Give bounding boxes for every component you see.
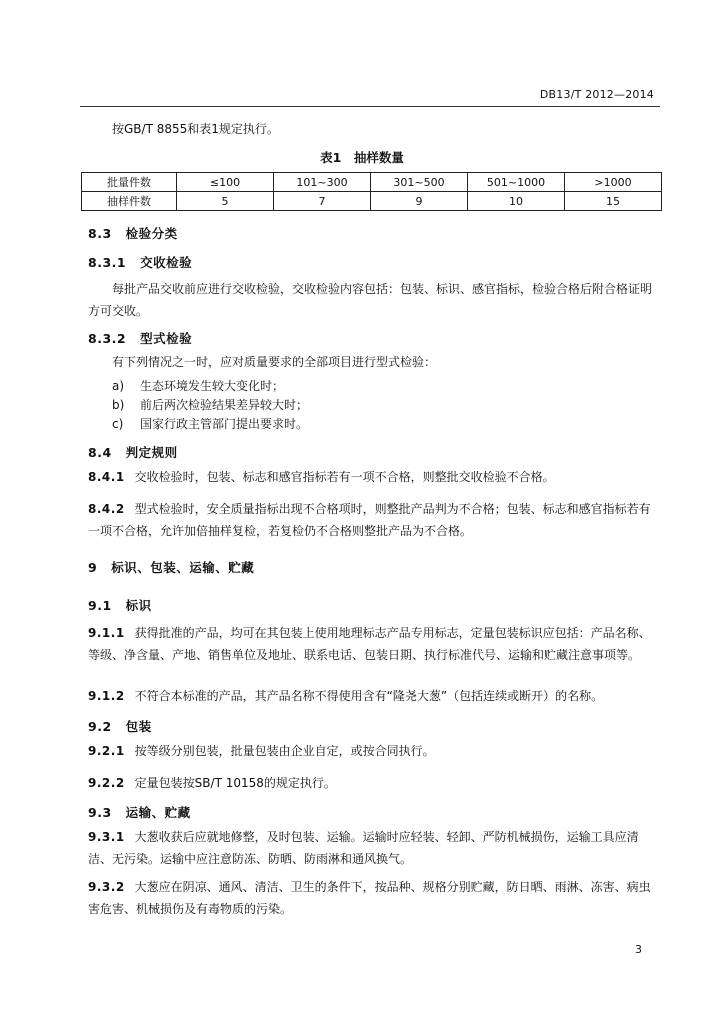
heading-8-4	[88, 443, 178, 461]
clause-9-1-2	[88, 685, 660, 707]
table-cell: 抽样件数	[82, 192, 177, 211]
heading-title: 标识	[125, 598, 152, 613]
heading-number: 8.3.1	[88, 255, 127, 270]
page-number: 3	[635, 943, 642, 956]
header-rule	[80, 106, 660, 107]
table-cell: >1000	[565, 173, 662, 192]
clause-text: 定量包装按SB/T 10158的规定执行。	[134, 776, 336, 790]
clause-9-3-2	[88, 876, 660, 920]
list-item	[112, 415, 308, 432]
clause-9-2-1	[88, 740, 660, 762]
table-caption: 表1 抽样数量	[320, 150, 404, 165]
list-label: c)	[112, 417, 124, 431]
clause-9-3-1	[88, 826, 660, 870]
table-cell: 9	[371, 192, 468, 211]
clause-text: 大葱应在阴凉、通风、清洁、卫生的条件下，按品种、规格分别贮藏，防日晒、雨淋、冻害、病虫害危害、机械损伤及有毒物质的污染。	[88, 880, 651, 916]
list-item	[112, 396, 308, 413]
table-row	[82, 192, 662, 211]
clause-text: 不符合本标准的产品，其产品名称不得使用含有“隆尧大葱”（包括连续或断开）的名称。	[134, 689, 604, 703]
clause-number: 9.3.1	[88, 830, 125, 844]
clause-text: 交收检验时，包装、标志和感官指标若有一项不合格，则整批交收检验不合格。	[134, 470, 555, 484]
heading-title: 判定规则	[125, 445, 178, 460]
sampling-table	[81, 172, 662, 211]
heading-number: 8.3.2	[88, 331, 127, 346]
table-row	[82, 173, 662, 192]
heading-8-3	[88, 224, 178, 242]
clause-number: 9.3.2	[88, 880, 125, 894]
heading-number: 9.3	[88, 805, 112, 820]
clause-text: 按等级分别包装，批量包装由企业自定，或按合同执行。	[134, 744, 435, 758]
heading-title: 型式检验	[140, 331, 193, 346]
table-cell: 101~300	[274, 173, 371, 192]
table-cell: 10	[468, 192, 565, 211]
list-label: a)	[112, 379, 125, 393]
list-label: b)	[112, 398, 125, 412]
heading-8-3-2	[88, 329, 192, 347]
table-cell: 501~1000	[468, 173, 565, 192]
heading-number: 9.2	[88, 719, 112, 734]
list-item	[112, 377, 284, 394]
list-text: 前后两次检验结果差异较大时；	[140, 398, 309, 412]
heading-number: 8.4	[88, 445, 112, 460]
clause-number: 9.1.1	[88, 626, 125, 640]
heading-number: 9	[88, 560, 98, 575]
clause-text: 大葱收获后应就地修整，及时包装、运输。运输时应轻装、轻卸、严防机械损伤，运输工具应清洁、无污染。运输中应注意防冻、防晒、防雨淋和通风换气。	[88, 830, 639, 866]
clause-text: 获得批准的产品，均可在其包装上使用地理标志产品专用标志，定量包装标识应包括：产品名称、等级、净含量、产地、销售单位及地址、联系电话、包装日期、执行标准代号、运输和贮藏注意事项等。	[88, 626, 651, 662]
table-cell: ≤100	[177, 173, 274, 192]
intro-text: 按GB/T 8855和表1规定执行。	[112, 122, 279, 136]
list-text: 生态环境发生较大变化时；	[140, 379, 285, 393]
table-cell: 15	[565, 192, 662, 211]
heading-8-3-1	[88, 253, 192, 271]
heading-title: 包装	[125, 719, 152, 734]
heading-number: 8.3	[88, 226, 112, 241]
table-cell: 批量件数	[82, 173, 177, 192]
clause-text: 型式检验时，安全质量指标出现不合格项时，则整批产品判为不合格；包装、标志和感官指标若有一项不合格，允许加倍抽样复检，若复检仍不合格则整批产品为不合格。	[88, 502, 651, 538]
clause-8-4-2	[88, 498, 660, 542]
clause-8-4-1	[88, 466, 660, 488]
clause-number: 8.4.2	[88, 502, 125, 516]
table-cell: 5	[177, 192, 274, 211]
clause-number: 8.4.1	[88, 470, 125, 484]
paragraph-8-3-1: 每批产品交收前应进行交收检验，交收检验内容包括：包装、标识、感官指标，检验合格后附合格证明方可交收。	[88, 282, 653, 318]
heading-9-1	[88, 596, 152, 614]
heading-title: 检验分类	[125, 226, 178, 241]
heading-title: 标识、包装、运输、贮藏	[111, 560, 255, 575]
heading-number: 9.1	[88, 598, 112, 613]
clause-number: 9.1.2	[88, 689, 125, 703]
list-text: 国家行政主管部门提出要求时。	[140, 417, 309, 431]
heading-title: 运输、贮藏	[125, 805, 191, 820]
standard-code: DB13/T 2012—2014	[539, 88, 654, 101]
clause-9-1-1	[88, 622, 660, 666]
clause-9-2-2	[88, 772, 660, 794]
table-cell: 301~500	[371, 173, 468, 192]
heading-9	[88, 558, 254, 576]
table-cell: 7	[274, 192, 371, 211]
heading-9-2	[88, 717, 152, 735]
clause-number: 9.2.2	[88, 776, 125, 790]
clause-number: 9.2.1	[88, 744, 125, 758]
heading-9-3	[88, 803, 191, 821]
heading-title: 交收检验	[140, 255, 193, 270]
paragraph-8-3-2: 有下列情况之一时，应对质量要求的全部项目进行型式检验：	[112, 355, 437, 369]
